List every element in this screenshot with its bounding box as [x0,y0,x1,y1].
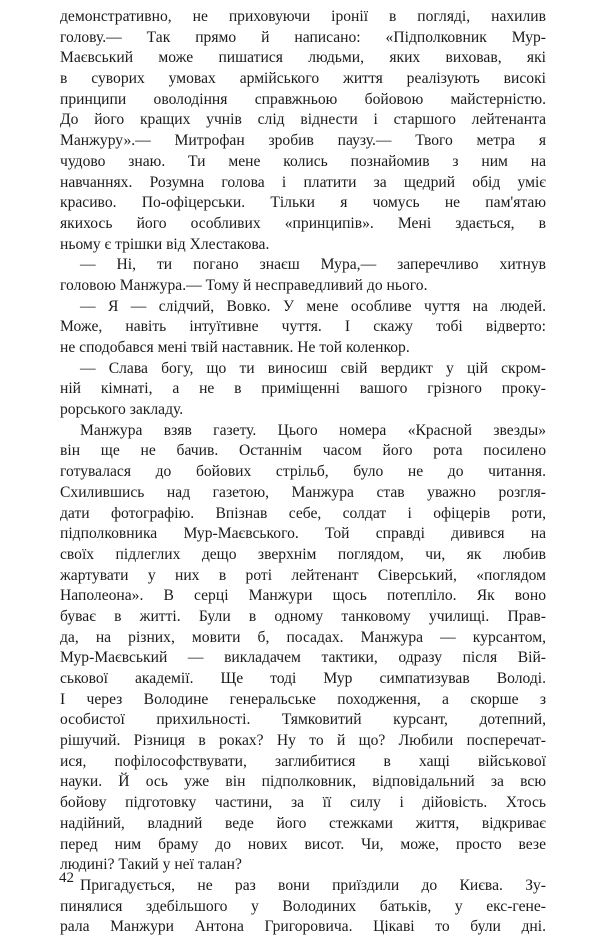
text-line: підполковника Мур-Маєвського. Той справді дивився на [60,525,546,543]
text-line: Наполеона». В серці Манжури щось потепліло. Як воно [60,587,546,605]
text-line: людині? Такий у неї талан? [60,856,242,874]
text-line: рішучий. Різниця в роках? Ну то й що? Любили посперечат- [60,732,546,750]
text-line: — Слава богу, що ти виносиш свій вердикт у цій скром- [80,359,546,377]
text-line: ися, пофілософствувати, заглибитися в хащі військової [60,752,546,770]
text-line: готувалася до бойових стрільб, було не до читання. [60,463,546,481]
body-text [60,7,546,938]
text-line: — Я — слідчий, Вовко. У мене особливе чуття на людей. [80,297,546,315]
text-line: Манжура взяв газету. Цього номера «Красной звезды» [80,421,546,439]
text-line: особистої прихильності. Тямковитий курсант, дотепний, [60,711,546,729]
text-line: навчаннях. Розумна голова і платити за щедрий обід уміє [60,173,546,191]
text-line: — Ні, ти погано знаєш Мура,— заперечливо хитнув [80,256,546,274]
text-line: голову.— Так прямо й написано: «Підполковник Мур- [60,28,546,46]
text-line: демонстративно, не приховуючи іронії в погляді, нахилив [60,8,546,25]
text-line: буває в житті. Були в одному танковому училищі. Прав- [60,607,546,625]
text-line: пинялися здебільшого у Володиних батьків, у екс-гене- [60,897,546,915]
page-number: 42 [59,870,74,886]
text-line: Пригадується, не раз вони приїздили до Києва. Зу- [80,876,546,894]
text-line: да, на різних, мовити б, посадах. Манжура — курсантом, [60,628,546,646]
text-line: ньому є трішки від Хлестакова. [60,235,270,253]
text-line: жартувати у них в роті лейтенант Сіверський, «поглядом [60,566,546,584]
text-line: Маєвський може пишатися людьми, яких виховав, які [60,49,546,67]
text-line: чудово знаю. Ти мене колись познайомив з ним на [60,152,546,170]
text-line: науки. Й ось уже він підполковник, відповідальний за всю [60,773,546,791]
text-line: красиво. По-офіцерськи. Тільки я чомусь не пам'ятаю [60,194,546,212]
text-line: рала Манжури Антона Григоровича. Цікаві то були дні. [60,918,546,936]
text-line: ній кімнаті, а не в приміщенні вашого грізного проку- [60,380,546,398]
text-line: Схилившись над газетою, Манжура став уважно розгля- [60,483,546,501]
text-line: Мур-Маєвський — викладачем тактики, одразу після Вій- [60,649,546,667]
text-line: Манжуру».— Митрофан зробив паузу.— Твого метра я [60,132,546,150]
text-line: рорського закладу. [60,401,184,419]
text-line: перед ним браму до нових висот. Чи, може, просто везе [60,835,546,853]
text-line: він ще не бачив. Останнім часом його рота посилено [60,442,546,460]
text-line: надійний, владний веде його стежками життя, відкриває [60,814,546,832]
text-line: Може, навіть інтуїтивне чуття. І скажу тобі відверто: [60,318,546,336]
text-line: якихось його особливих «принципів». Мені здається, в [60,214,546,232]
text-line: головою Манжура.— Тому й несправедливий до нього. [60,276,428,294]
text-line: До його кращих учнів слід віднести і старшого лейтенанта [60,111,546,129]
text-line: І через Володине генеральське походження, а скорше з [60,690,546,708]
text-line: ськової академії. Ще тоді Мур симпатизував Володі. [60,670,546,687]
text-line: принципи оволодіння справжньою бойовою майстерністю. [60,90,546,108]
text-line: не сподобався мені твій наставник. Не той коленкор. [60,339,410,356]
text-line: бойову підготовку частини, за її силу і дійовість. Хтось [60,794,546,812]
text-line: в суворих умовах армійського життя реалізують високі [60,70,546,88]
text-line: своїх підлеглих дещо зверхнім поглядом, чи, як любив [60,545,546,563]
text-line: дати фотографію. Впізнав себе, солдат і офіцерів роти, [60,504,546,522]
